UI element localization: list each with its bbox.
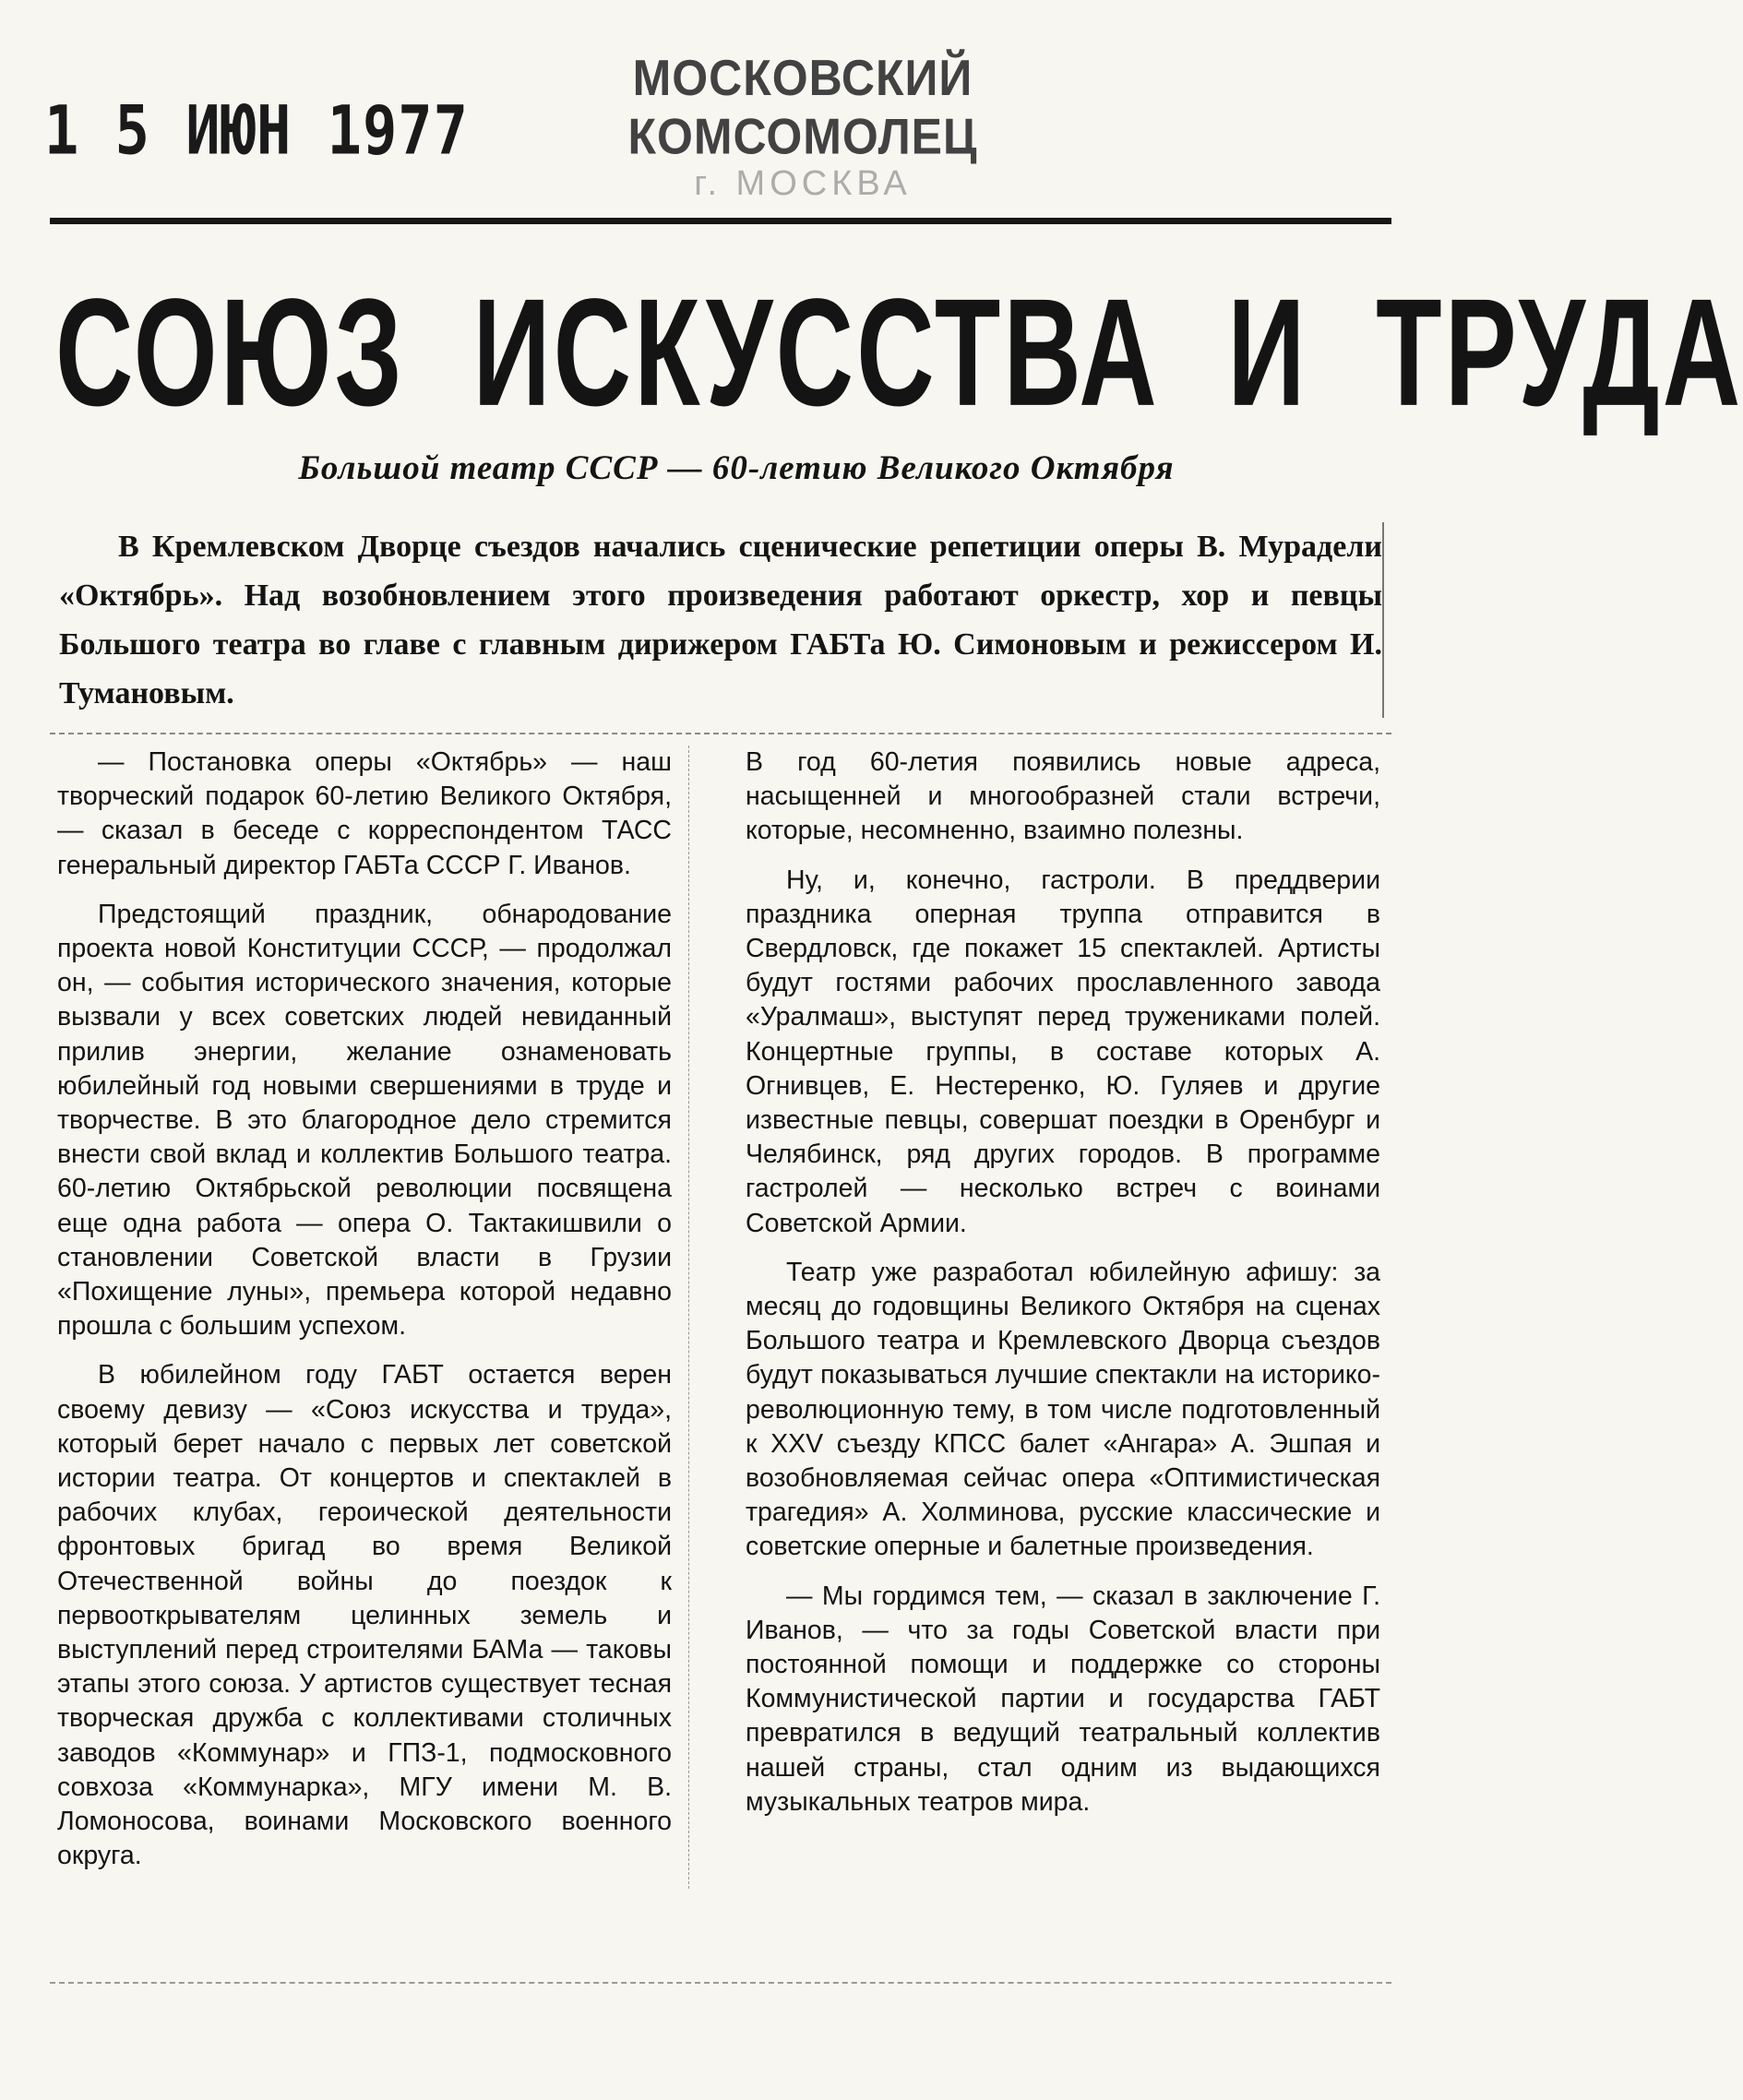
article-column-left [57,746,689,1889]
clipping-date-stamp: 1 5 ИЮН 1977 [44,90,469,171]
article-headline: СОЮЗ ИСКУССТВА И ТРУДА [55,267,1743,438]
paragraph: Театр уже разработал юбилейную афишу: за месяц до годовщины Великого Октября на сценах Большого театра и Кремлевского Дворца съездов будут показываться лучшие спектакли на историко-революционную тему, в том числе подготовленный к XXV съезду КПСС балет «Ангара» А. Эшпая и возобновляемая сейчас опера «Оптимистическая трагедия» А. Холминова, русские классические и советские оперные и балетные произведения. [746,1257,1380,1562]
article-subtitle: Большой театр СССР — 60-летию Великого Октября [298,449,1175,487]
paragraph: — Постановка оперы «Октябрь» — наш творческий подарок 60-летию Великого Октября, — сказал в беседе с корреспондентом ТАСС генеральный директор ГАБТа СССР Г. Иванов. [57,747,672,880]
article-lead: В Кремлевском Дворце съездов начались сценические репетиции оперы В. Мурадели «Октябрь». Над возобновлением этого произведения работают оркестр, хор и певцы Большого театра во главе с главным дирижером ГАБТа Ю. Симоновым и режиссером И. Тумановым. [59,522,1384,718]
newspaper-city: г. МОСКВА [694,164,912,203]
paragraph: В год 60-летия появились новые адреса, насыщенней и многообразней стали встречи, которые, несомненно, взаимно полезны. [746,747,1380,846]
lead-divider [50,733,1391,736]
paragraph: Ну, и, конечно, гастроли. В преддверии праздника оперная труппа отправится в Свердловск, где покажет 15 спектаклей. Артисты будут гостями рабочих прославленного завода «Уралмаш», выступят перед тружениками полей. Концертные группы, в составе которых А. Огнивцев, Е. Нестеренко, Ю. Гуляев и другие известные певцы, совершат поездки в Оренбург и Челябинск, ряд других городов. В программе гастролей — несколько встреч с воинами Советской Армии. [746,865,1380,1238]
top-divider [50,218,1391,224]
newspaper-stamp [563,49,1043,204]
article-column-right [746,746,1380,1834]
bottom-divider [50,1982,1391,1984]
paragraph: Предстоящий праздник, обнародование проекта новой Конституции СССР, — продолжал он, — события исторического значения, которые вызвали у всех советских людей невиданный прилив энергии, желание ознаменовать юбилейный год новыми свершениями в труде и творчестве. В это благородное дело стремится внести свой вклад и коллектив Большого театра. 60-летию Октябрьской революции посвящена еще одна работа — опера О. Тактакишвили о становлении Советской власти в Грузии «Похищение луны», премьера которой недавно прошла с большим успехом. [57,899,672,1342]
paragraph: В юбилейном году ГАБТ остается верен своему девизу — «Союз искусства и труда», который берет начало с первых лет советской истории театра. От концертов и спектаклей в рабочих клубах, героической деятельности фронтовых бригад во время Великой Отечественной войны до поездок к первооткрывателям целинных земель и выступлений перед строителями БАМа — таковы этапы этого союза. У артистов существует тесная творческая дружба с коллективами столичных заводов «Коммунар» и ГПЗ-1, подмосковного совхоза «Коммунарка», МГУ имени М. В. Ломоносова, воинами Московского военного округа. [57,1360,672,1871]
paragraph: — Мы гордимся тем, — сказал в заключение Г. Иванов, — что за годы Советской власти при постоянной помощи и поддержке со стороны Коммунистической партии и государства ГАБТ превратился в ведущий театральный коллектив нашей страны, стал одним из выдающихся музыкальных театров мира. [746,1581,1380,1817]
newspaper-name: МОСКОВСКИЙ КОМСОМОЛЕЦ [627,49,978,165]
